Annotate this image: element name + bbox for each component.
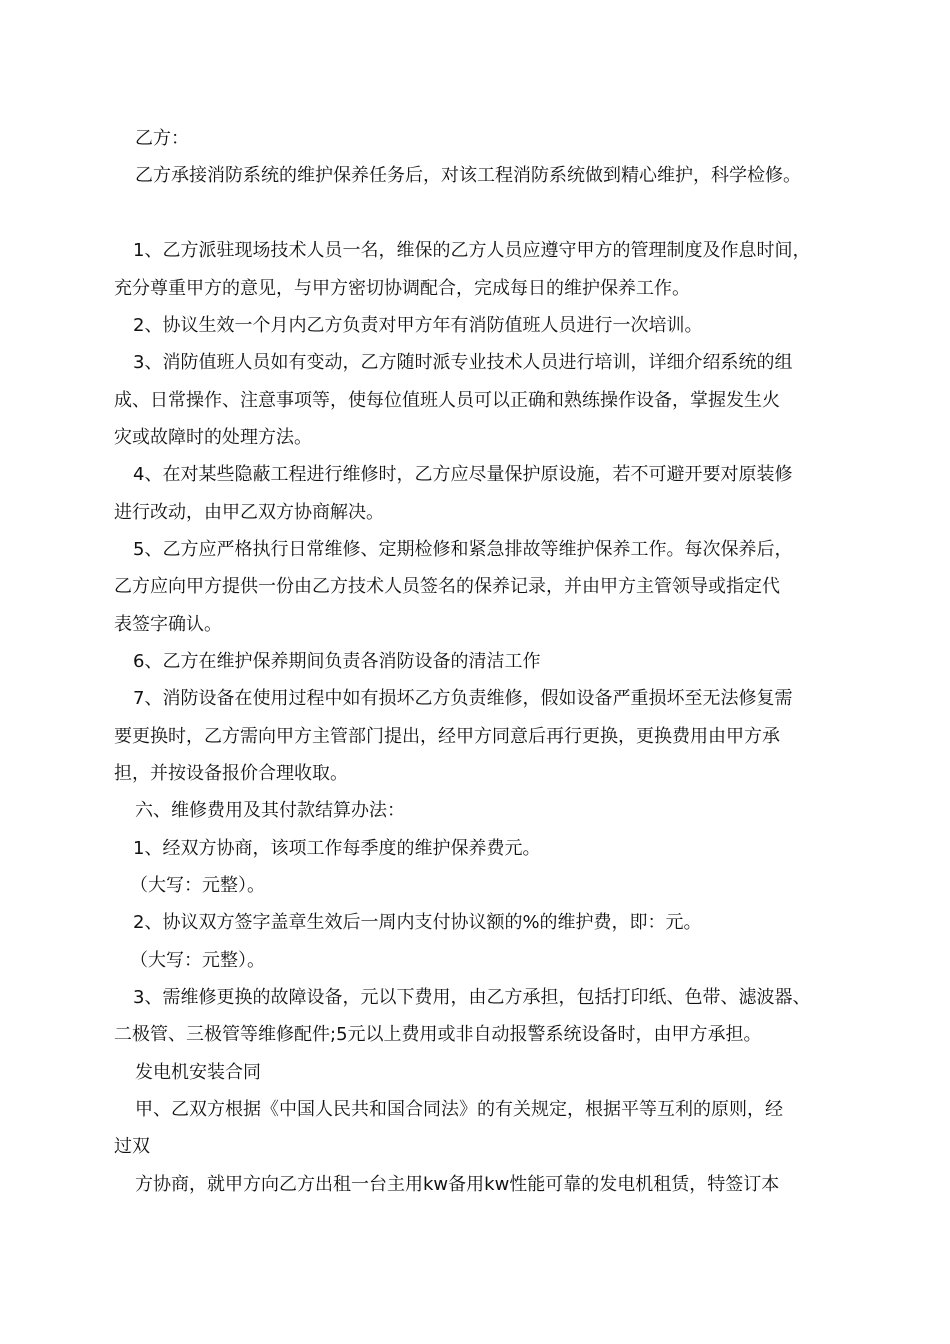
paragraph-line: 过双 bbox=[114, 1136, 150, 1157]
paragraph-line: 7、消防设备在使用过程中如有损坏乙方负责维修，假如设备严重损坏至无法修复需 bbox=[133, 688, 793, 709]
paragraph-line: 甲、乙双方根据《中国人民共和国合同法》的有关规定，根据平等互利的原则，经 bbox=[135, 1099, 783, 1120]
paragraph-line: 二极管、三极管等维修配件;5元以上费用或非自动报警系统设备时，由甲方承担。 bbox=[114, 1024, 762, 1045]
paragraph-line: 3、消防值班人员如有变动，乙方随时派专业技术人员进行培训，详细介绍系统的组 bbox=[133, 352, 793, 373]
paragraph-line: 1、乙方派驻现场技术人员一名，维保的乙方人员应遵守甲方的管理制度及作息时间， bbox=[133, 240, 811, 261]
paragraph-line: 4、在对某些隐蔽工程进行维修时，乙方应尽量保护原设施，若不可避开要对原装修 bbox=[133, 464, 793, 485]
paragraph-line: 3、需维修更换的故障设备，元以下费用，由乙方承担，包括打印纸、色带、滤波器、 bbox=[133, 987, 811, 1008]
paragraph-line: （大写：元整）。 bbox=[130, 950, 265, 971]
paragraph-line: 乙方承接消防系统的维护保养任务后，对该工程消防系统做到精心维护，科学检修。 bbox=[135, 165, 801, 186]
paragraph-line: 要更换时，乙方需向甲方主管部门提出，经甲方同意后再行更换，更换费用由甲方承 bbox=[114, 726, 780, 747]
paragraph-line: 乙方应向甲方提供一份由乙方技术人员签名的保养记录，并由甲方主管领导或指定代 bbox=[114, 576, 780, 597]
paragraph-line: 担，并按设备报价合理收取。 bbox=[114, 763, 348, 784]
section-heading: 六、维修费用及其付款结算办法： bbox=[135, 800, 405, 821]
paragraph-line: 表签字确认。 bbox=[114, 614, 222, 635]
paragraph-line: （大写：元整）。 bbox=[130, 875, 265, 896]
section-heading: 发电机安装合同 bbox=[135, 1062, 261, 1083]
paragraph-line: 成、日常操作、注意事项等，使每位值班人员可以正确和熟练操作设备，掌握发生火 bbox=[114, 390, 780, 411]
paragraph-line: 5、乙方应严格执行日常维修、定期检修和紧急排故等维护保养工作。每次保养后， bbox=[133, 539, 793, 560]
paragraph-line: 充分尊重甲方的意见，与甲方密切协调配合，完成每日的维护保养工作。 bbox=[114, 278, 690, 299]
paragraph-line: 1、经双方协商，该项工作每季度的维护保养费元。 bbox=[133, 838, 541, 859]
paragraph-line: 方协商，就甲方向乙方出租一台主用kw备用kw性能可靠的发电机租赁，特签订本 bbox=[135, 1174, 780, 1195]
paragraph-line: 乙方： bbox=[135, 128, 189, 149]
paragraph-line: 进行改动，由甲乙双方协商解决。 bbox=[114, 502, 384, 523]
paragraph-line: 6、乙方在维护保养期间负责各消防设备的清洁工作 bbox=[133, 651, 541, 672]
paragraph-line: 灾或故障时的处理方法。 bbox=[114, 427, 312, 448]
paragraph-line: 2、协议生效一个月内乙方负责对甲方年有消防值班人员进行一次培训。 bbox=[133, 315, 703, 336]
paragraph-line: 2、协议双方签字盖章生效后一周内支付协议额的%的维护费，即：元。 bbox=[133, 912, 702, 933]
